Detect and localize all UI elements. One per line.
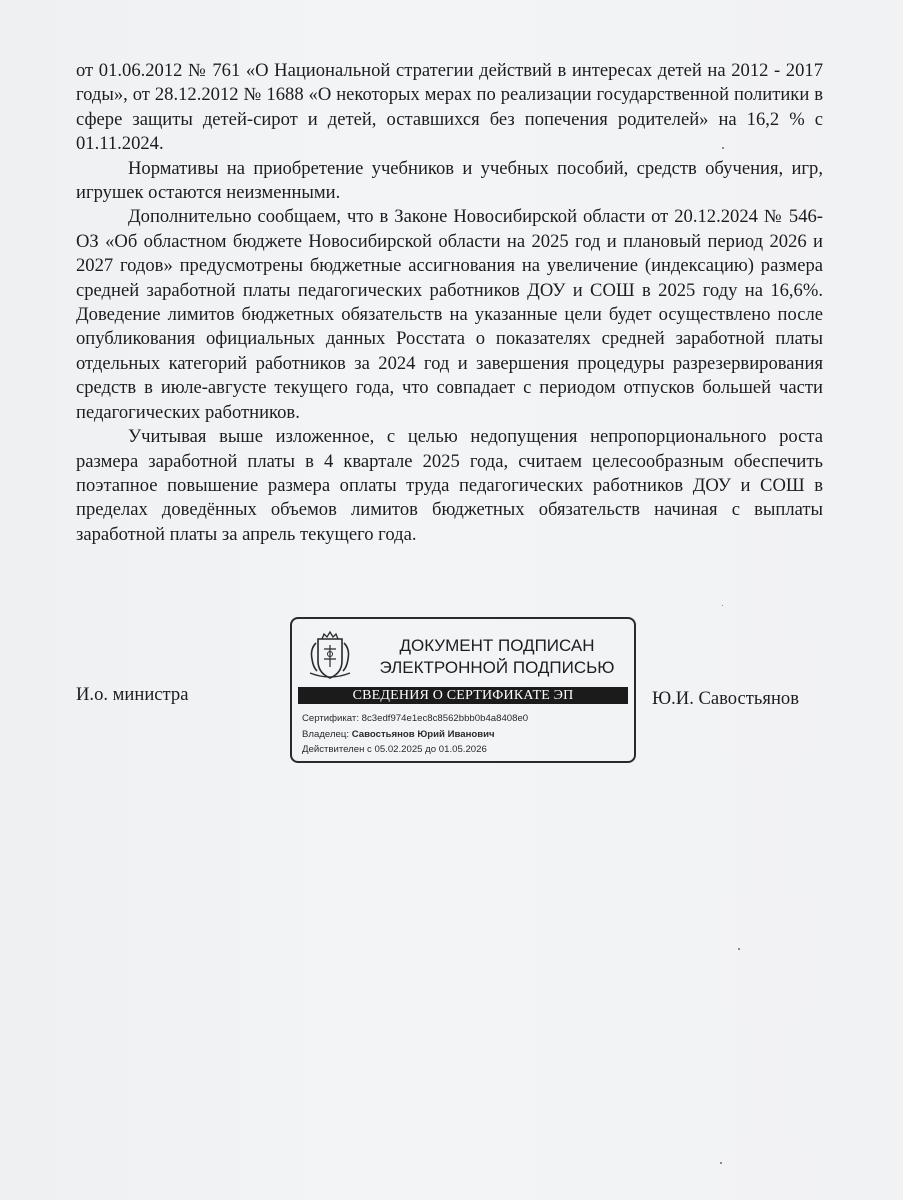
certificate-details <box>302 711 528 758</box>
certificate-label: Сертификат: <box>302 713 359 724</box>
validity-line: Действителен с 05.02.2025 до 01.05.2026 <box>302 744 487 755</box>
coat-of-arms-icon <box>306 629 354 683</box>
owner-line <box>302 727 528 743</box>
document-body <box>76 59 823 547</box>
stamp-title <box>364 635 630 679</box>
stamp-title-line-2: ЭЛЕКТРОННОЙ ПОДПИСЬЮ <box>379 658 615 677</box>
paper-speck <box>722 605 723 606</box>
paper-speck <box>720 1162 722 1164</box>
paragraph-norms: Нормативы на приобретение учебников и учебных пособий, средств обучения, игр, игрушек остаются неизменными. <box>76 157 823 204</box>
owner-value: Савостьянов Юрий Иванович <box>351 728 495 740</box>
stamp-title-line-1: ДОКУМЕНТ ПОДПИСАН <box>399 636 595 655</box>
electronic-signature-stamp <box>290 617 636 763</box>
certificate-value: 8c3edf974e1ec8c8562bbb0b4a8408e0 <box>361 713 529 724</box>
paper-speck <box>722 147 724 149</box>
paragraph-conclusion: Учитывая выше изложенное, с целью недопущения непропорционального роста размера заработной платы в 4 квартале 2025 года, считаем целесообразным обеспечить поэтапное повышение размера оплаты труда педагогических работников ДОУ и СОШ в пределах доведённых объемов лимитов бюджетных обязательств начиная с выплаты заработной платы за апрель текущего года. <box>76 426 823 545</box>
paper-speck <box>738 948 740 950</box>
paragraph-budget-law: Дополнительно сообщаем, что в Законе Новосибирской области от 20.12.2024 № 546-ОЗ «Об областном бюджете Новосибирской области на 2025 год и плановый период 2026 и 2027 годов» предусмотрены бюджетные ассигнования на увеличение (индексацию) размера средней заработной платы педагогических работников ДОУ и СОШ в 2025 году на 16,6%. Доведение лимитов бюджетных обязательств на указанные цели будет осуществлено после опубликования официальных данных Росстата о показателях средней заработной платы отдельных категорий работников за 2024 год и завершения процедуры разрезервирования средств в июле-августе текущего года, что совпадает с периодом отпусков большей части педагогических работников. <box>76 206 823 423</box>
signatory-role: И.о. министра <box>76 684 189 705</box>
certificate-line <box>302 711 528 727</box>
certificate-info-bar: СВЕДЕНИЯ О СЕРТИФИКАТЕ ЭП <box>298 687 628 704</box>
paragraph-continuation: от 01.06.2012 № 761 «О Национальной стратегии действий в интересах детей на 2012 - 2017 годы», от 28.12.2012 № 1688 «О некоторых мерах по реализации государственной политики в сфере защиты детей-сирот и детей, оставшихся без попечения родителей» на 16,2 % с 01.11.2024. <box>76 60 823 155</box>
owner-label: Владелец: <box>302 728 350 740</box>
signatory-name: Ю.И. Савостьянов <box>652 688 799 709</box>
